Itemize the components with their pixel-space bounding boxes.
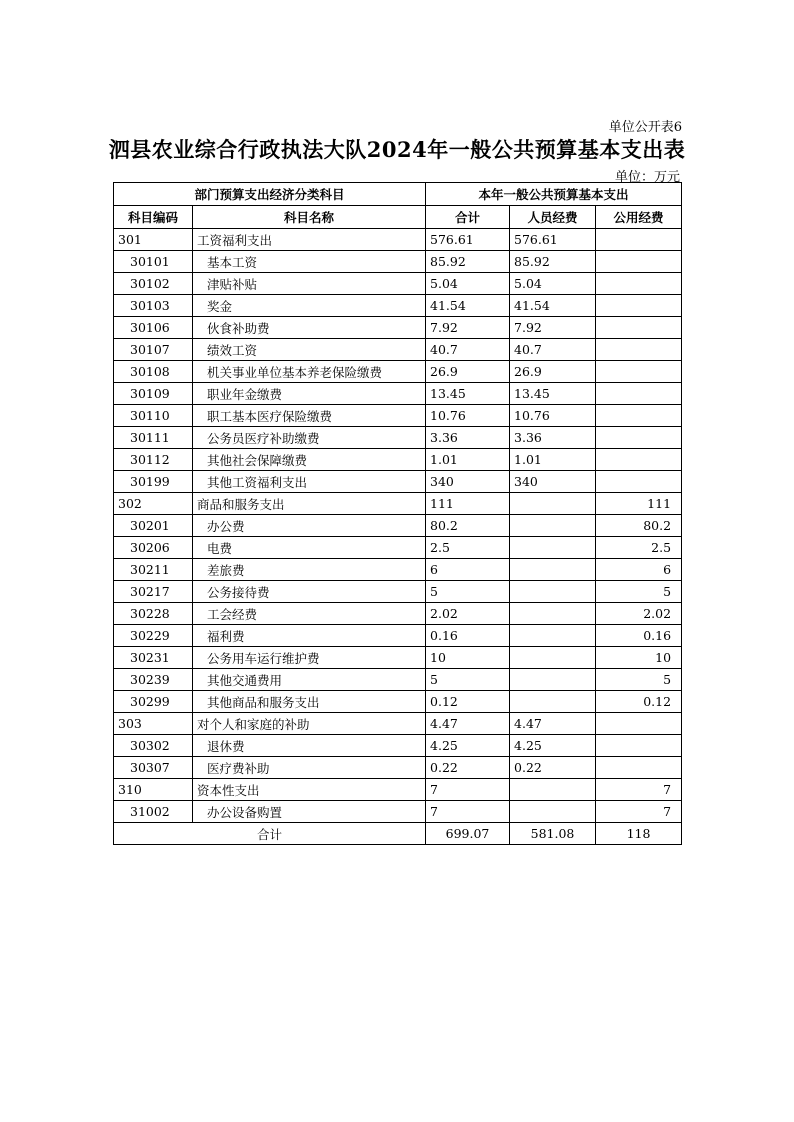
table-row — [114, 559, 682, 581]
row-personnel: 7.92 — [510, 317, 596, 339]
row-code: 30199 — [114, 471, 193, 493]
table-row — [114, 515, 682, 537]
row-total: 5 — [426, 581, 510, 603]
row-code: 30307 — [114, 757, 193, 779]
row-public: 80.2 — [596, 515, 682, 537]
row-total: 7 — [426, 801, 510, 823]
table-body — [114, 229, 682, 823]
row-total: 3.36 — [426, 427, 510, 449]
row-personnel — [510, 493, 596, 515]
total-row — [114, 823, 682, 845]
table-row — [114, 471, 682, 493]
row-personnel: 10.76 — [510, 405, 596, 427]
row-personnel: 1.01 — [510, 449, 596, 471]
row-name: 其他交通费用 — [193, 669, 426, 691]
row-personnel — [510, 515, 596, 537]
row-personnel — [510, 603, 596, 625]
table-row — [114, 537, 682, 559]
row-total: 4.25 — [426, 735, 510, 757]
unit-label: 单位：万元 — [614, 170, 680, 185]
row-name: 工会经费 — [193, 603, 426, 625]
row-name: 其他工资福利支出 — [193, 471, 426, 493]
row-code: 30107 — [114, 339, 193, 361]
table-row — [114, 295, 682, 317]
row-personnel — [510, 779, 596, 801]
row-personnel: 3.36 — [510, 427, 596, 449]
header-total: 合计 — [426, 206, 510, 229]
header-code: 科目编码 — [114, 206, 193, 229]
row-public — [596, 735, 682, 757]
row-public: 0.12 — [596, 691, 682, 713]
row-public: 111 — [596, 493, 682, 515]
row-total: 111 — [426, 493, 510, 515]
row-public — [596, 229, 682, 251]
row-name: 公务接待费 — [193, 581, 426, 603]
row-public — [596, 295, 682, 317]
row-personnel — [510, 801, 596, 823]
table-row — [114, 251, 682, 273]
row-code: 30112 — [114, 449, 193, 471]
row-code: 30206 — [114, 537, 193, 559]
row-code: 30106 — [114, 317, 193, 339]
row-name: 职工基本医疗保险缴费 — [193, 405, 426, 427]
row-name: 工资福利支出 — [193, 229, 426, 251]
row-personnel: 4.47 — [510, 713, 596, 735]
row-total: 2.5 — [426, 537, 510, 559]
row-name: 职业年金缴费 — [193, 383, 426, 405]
row-personnel — [510, 691, 596, 713]
row-public: 0.16 — [596, 625, 682, 647]
row-personnel — [510, 537, 596, 559]
row-code: 310 — [114, 779, 193, 801]
row-name: 绩效工资 — [193, 339, 426, 361]
row-name: 奖金 — [193, 295, 426, 317]
table-row — [114, 449, 682, 471]
row-personnel: 4.25 — [510, 735, 596, 757]
row-name: 福利费 — [193, 625, 426, 647]
row-total: 4.47 — [426, 713, 510, 735]
row-personnel: 26.9 — [510, 361, 596, 383]
row-total: 0.16 — [426, 625, 510, 647]
row-code: 30229 — [114, 625, 193, 647]
row-public — [596, 273, 682, 295]
header-group-row — [114, 183, 682, 206]
form-number: 单位公开表6 — [608, 120, 682, 135]
row-code: 30239 — [114, 669, 193, 691]
row-name: 商品和服务支出 — [193, 493, 426, 515]
total-sum: 699.07 — [426, 823, 510, 845]
row-name: 机关事业单位基本养老保险缴费 — [193, 361, 426, 383]
table-row — [114, 625, 682, 647]
row-name: 其他社会保障缴费 — [193, 449, 426, 471]
table-row — [114, 405, 682, 427]
row-personnel: 85.92 — [510, 251, 596, 273]
row-name: 公务用车运行维护费 — [193, 647, 426, 669]
row-code: 30211 — [114, 559, 193, 581]
row-total: 80.2 — [426, 515, 510, 537]
total-label: 合计 — [114, 823, 426, 845]
row-personnel — [510, 647, 596, 669]
row-public: 7 — [596, 779, 682, 801]
row-code: 30110 — [114, 405, 193, 427]
row-total: 0.22 — [426, 757, 510, 779]
row-personnel — [510, 559, 596, 581]
row-total: 85.92 — [426, 251, 510, 273]
row-public — [596, 757, 682, 779]
table-row — [114, 647, 682, 669]
row-name: 资本性支出 — [193, 779, 426, 801]
table-row — [114, 779, 682, 801]
row-personnel: 41.54 — [510, 295, 596, 317]
row-name: 电费 — [193, 537, 426, 559]
row-public — [596, 471, 682, 493]
row-total: 7.92 — [426, 317, 510, 339]
row-public: 2.02 — [596, 603, 682, 625]
row-code: 30111 — [114, 427, 193, 449]
row-total: 5 — [426, 669, 510, 691]
table-row — [114, 383, 682, 405]
budget-table — [113, 182, 682, 845]
header-personnel: 人员经费 — [510, 206, 596, 229]
table-row — [114, 339, 682, 361]
row-name: 医疗费补助 — [193, 757, 426, 779]
row-public: 6 — [596, 559, 682, 581]
row-personnel: 576.61 — [510, 229, 596, 251]
table-row — [114, 361, 682, 383]
header-name: 科目名称 — [193, 206, 426, 229]
row-name: 公务员医疗补助缴费 — [193, 427, 426, 449]
row-code: 303 — [114, 713, 193, 735]
table-row — [114, 713, 682, 735]
row-code: 30102 — [114, 273, 193, 295]
row-personnel: 13.45 — [510, 383, 596, 405]
row-name: 基本工资 — [193, 251, 426, 273]
row-personnel: 340 — [510, 471, 596, 493]
row-public — [596, 405, 682, 427]
row-personnel — [510, 625, 596, 647]
row-personnel: 40.7 — [510, 339, 596, 361]
row-public: 10 — [596, 647, 682, 669]
row-code: 301 — [114, 229, 193, 251]
row-public: 5 — [596, 669, 682, 691]
header-column-row — [114, 206, 682, 229]
row-public — [596, 361, 682, 383]
header-public: 公用经费 — [596, 206, 682, 229]
row-total: 0.12 — [426, 691, 510, 713]
table-row — [114, 581, 682, 603]
row-code: 30108 — [114, 361, 193, 383]
row-total: 2.02 — [426, 603, 510, 625]
row-total: 576.61 — [426, 229, 510, 251]
row-name: 差旅费 — [193, 559, 426, 581]
row-public — [596, 383, 682, 405]
row-public — [596, 713, 682, 735]
row-total: 26.9 — [426, 361, 510, 383]
page-title: 泗县农业综合行政执法大队2024年一般公共预算基本支出表 — [108, 137, 686, 162]
row-code: 302 — [114, 493, 193, 515]
table-row — [114, 317, 682, 339]
row-total: 41.54 — [426, 295, 510, 317]
row-personnel: 0.22 — [510, 757, 596, 779]
row-code: 31002 — [114, 801, 193, 823]
row-code: 30231 — [114, 647, 193, 669]
row-total: 340 — [426, 471, 510, 493]
row-code: 30101 — [114, 251, 193, 273]
header-economic-classification: 部门预算支出经济分类科目 — [114, 183, 426, 206]
row-code: 30302 — [114, 735, 193, 757]
row-personnel: 5.04 — [510, 273, 596, 295]
row-code: 30109 — [114, 383, 193, 405]
row-code: 30228 — [114, 603, 193, 625]
table-row — [114, 801, 682, 823]
row-name: 办公设备购置 — [193, 801, 426, 823]
table-row — [114, 735, 682, 757]
row-public — [596, 251, 682, 273]
table-row — [114, 493, 682, 515]
row-public: 5 — [596, 581, 682, 603]
row-public — [596, 317, 682, 339]
row-personnel — [510, 669, 596, 691]
table-row — [114, 691, 682, 713]
row-total: 7 — [426, 779, 510, 801]
row-code: 30103 — [114, 295, 193, 317]
row-name: 伙食补助费 — [193, 317, 426, 339]
row-name: 退休费 — [193, 735, 426, 757]
total-personnel: 581.08 — [510, 823, 596, 845]
row-code: 30299 — [114, 691, 193, 713]
row-code: 30217 — [114, 581, 193, 603]
table-row — [114, 229, 682, 251]
row-personnel — [510, 581, 596, 603]
row-total: 13.45 — [426, 383, 510, 405]
table-row — [114, 273, 682, 295]
row-total: 6 — [426, 559, 510, 581]
row-name: 办公费 — [193, 515, 426, 537]
table-row — [114, 427, 682, 449]
row-public — [596, 339, 682, 361]
table-row — [114, 603, 682, 625]
table-row — [114, 669, 682, 691]
row-total: 1.01 — [426, 449, 510, 471]
row-total: 10.76 — [426, 405, 510, 427]
row-name: 津贴补贴 — [193, 273, 426, 295]
row-code: 30201 — [114, 515, 193, 537]
row-total: 10 — [426, 647, 510, 669]
row-public — [596, 427, 682, 449]
row-name: 其他商品和服务支出 — [193, 691, 426, 713]
header-basic-expenditure: 本年一般公共预算基本支出 — [426, 183, 682, 206]
row-total: 40.7 — [426, 339, 510, 361]
total-public: 118 — [596, 823, 682, 845]
row-public — [596, 449, 682, 471]
row-total: 5.04 — [426, 273, 510, 295]
row-public: 2.5 — [596, 537, 682, 559]
row-name: 对个人和家庭的补助 — [193, 713, 426, 735]
table-row — [114, 757, 682, 779]
row-public: 7 — [596, 801, 682, 823]
